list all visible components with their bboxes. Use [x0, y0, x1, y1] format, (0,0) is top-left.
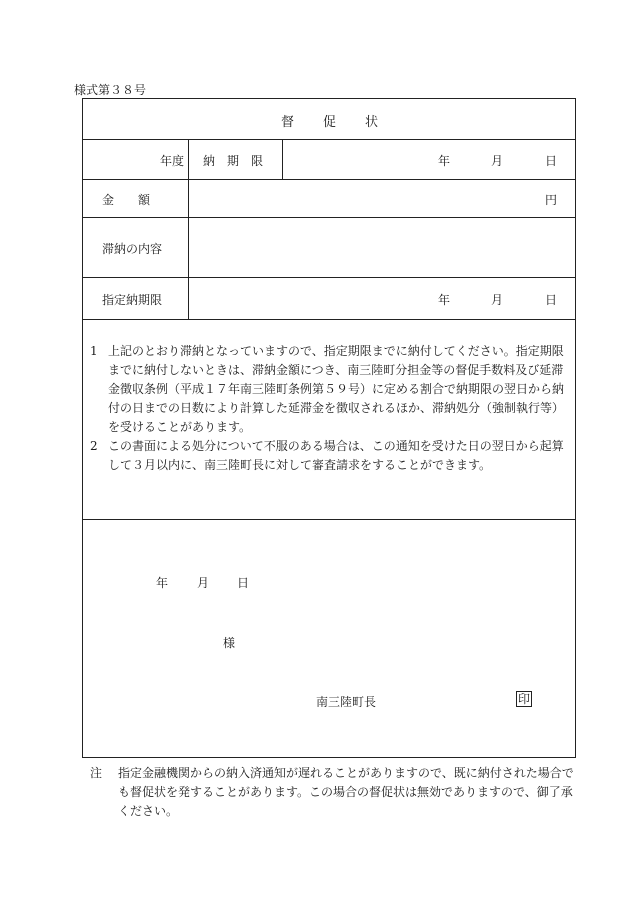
note-number: 2 — [90, 439, 98, 453]
divider — [83, 139, 575, 140]
due-date-year: 年 — [438, 154, 451, 168]
column-divider — [188, 139, 189, 319]
demand-notice-form — [82, 98, 576, 758]
addressee-suffix: 様 — [223, 636, 236, 650]
designated-due-month: 月 — [491, 293, 504, 307]
issue-month: 月 — [197, 576, 210, 590]
designated-due-label: 指定納期限 — [102, 293, 163, 307]
fiscal-year-label: 年度 — [160, 154, 185, 168]
divider — [83, 519, 575, 520]
divider — [83, 319, 575, 320]
footnote-label: 注 — [90, 766, 103, 780]
seal-mark: 印 — [518, 692, 531, 706]
amount-unit: 円 — [545, 193, 558, 207]
issue-day: 日 — [237, 576, 250, 590]
amount-label: 金 額 — [102, 193, 151, 207]
form-title: 督 促 状 — [280, 115, 379, 130]
due-date-day: 日 — [545, 154, 558, 168]
note-item — [90, 437, 570, 475]
form-number: 様式第３８号 — [74, 83, 147, 97]
note-text: この書面による処分について不服のある場合は、この通知を受けた日の翌日から起算して３月以内に、南三陸町長に対して審査請求をすることができます。 — [108, 439, 564, 472]
footnote — [90, 764, 580, 821]
note-number: 1 — [90, 344, 98, 358]
note-text: 上記のとおり滞納となっていますので、指定期限までに納付してください。指定期限までに納付しないときは、滞納金額につき、南三陸町分担金等の督促手数料及び延滞金徴収条例（平成１７年南三陸町条例第５９号）に定める割合で納期限の翌日から納付の日までの日数により計算した延滞金を徴収されるほか、滞納処分（強制執行等）を受けることがあります。 — [108, 344, 565, 434]
issuer-name: 南三陸町長 — [316, 695, 377, 709]
due-date-month: 月 — [491, 154, 504, 168]
divider — [83, 277, 575, 278]
issue-year: 年 — [156, 576, 169, 590]
due-date-label: 納 期 限 — [203, 154, 264, 168]
notes-section — [90, 342, 570, 475]
divider — [83, 179, 575, 180]
footnote-text: 指定金融機関からの納入済通知が遅れることがありますので、既に納付された場合でも督促状を発することがあります。この場合の督促状は無効でありますので、御了承ください。 — [118, 766, 574, 818]
designated-due-day: 日 — [545, 293, 558, 307]
delinquency-label: 滞納の内容 — [102, 242, 163, 256]
designated-due-year: 年 — [438, 293, 451, 307]
column-divider — [282, 139, 283, 179]
divider — [83, 217, 575, 218]
note-item — [90, 342, 570, 437]
